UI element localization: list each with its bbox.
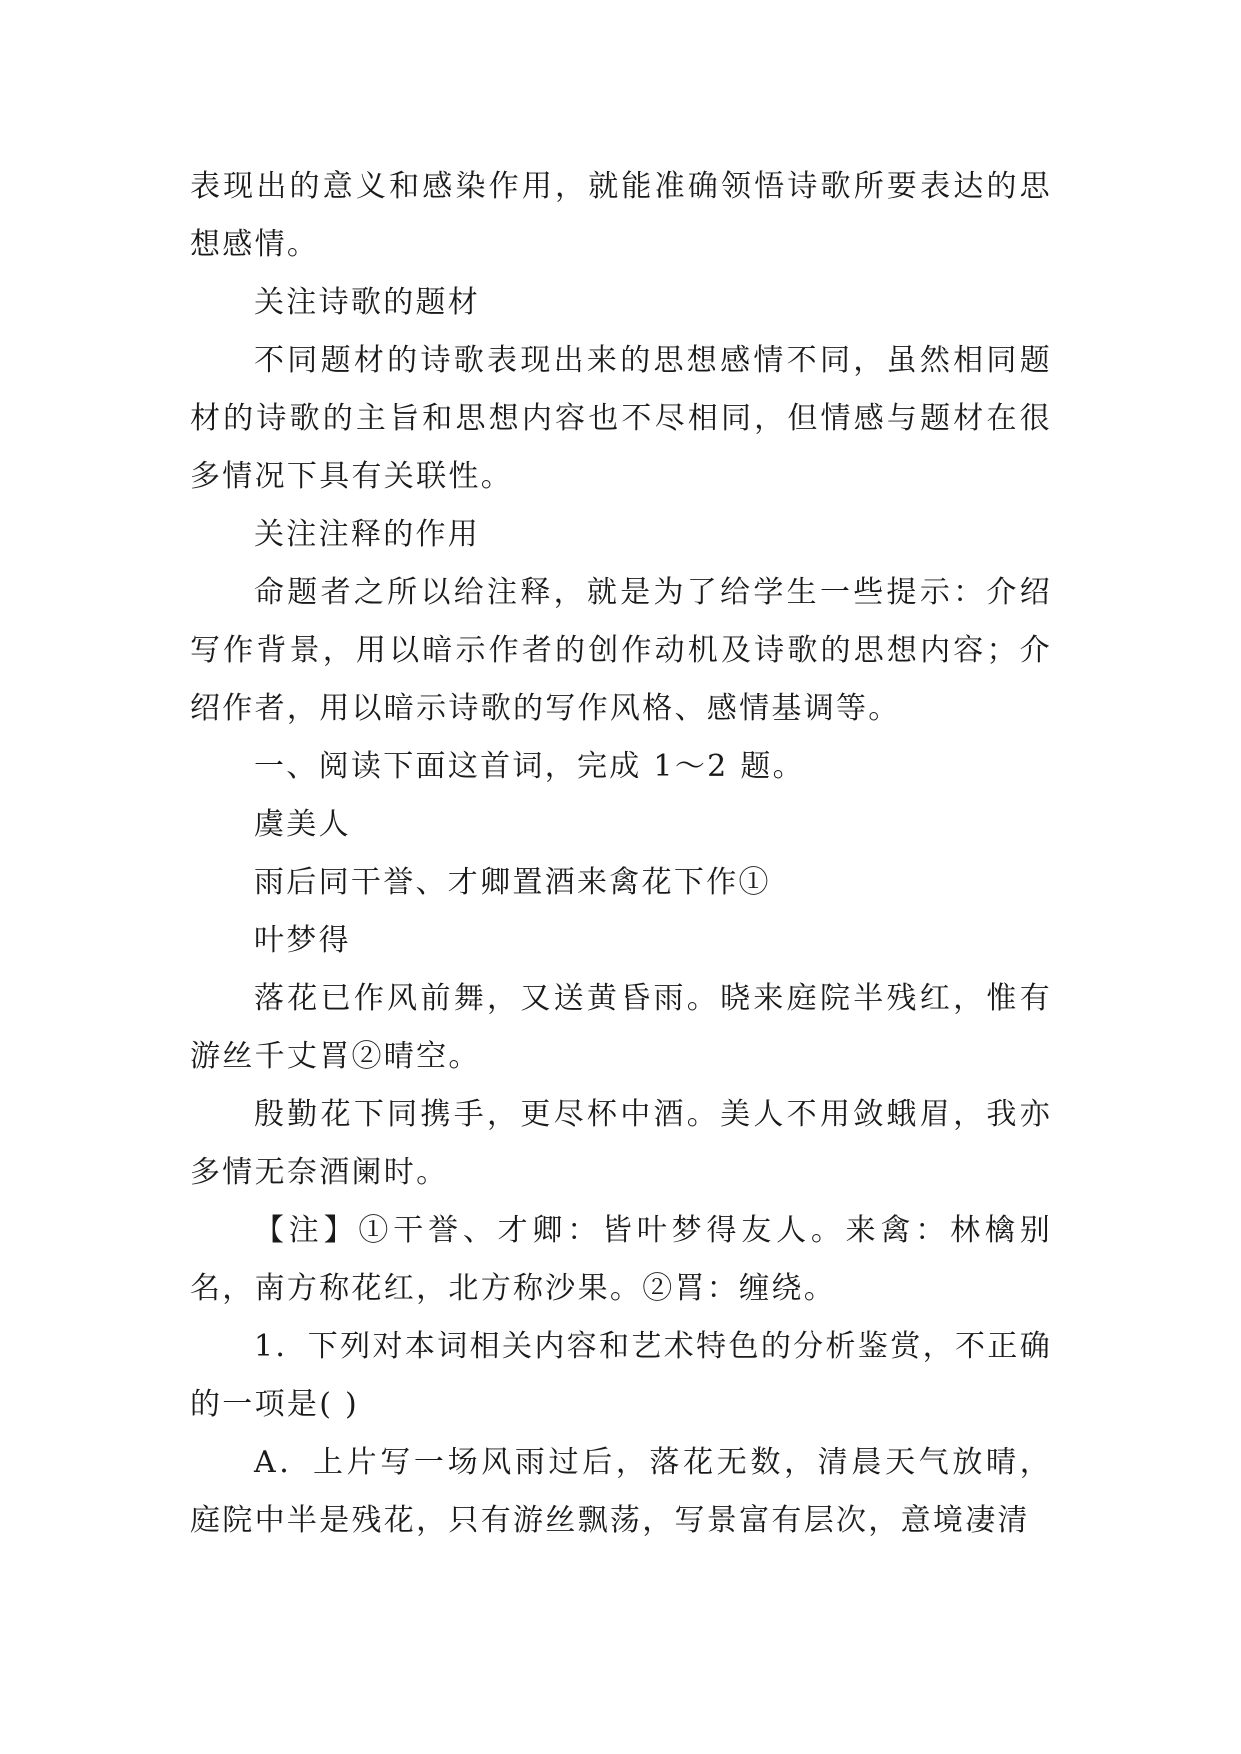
answer-option: A．上片写一场风雨过后，落花无数，清晨天气放晴，庭院中半是残花，只有游丝飘荡，写景富有层次，意境凄清 [190,1445,1052,1538]
section-heading: 关注注释的作用 [254,517,481,552]
paragraph: 命题者之所以给注释，就是为了给学生一些提示：介绍写作背景，用以暗示作者的创作动机及诗歌的思想内容；介绍作者，用以暗示诗歌的写作风格、感情基调等。 [190,575,1052,726]
section-heading: 关注诗歌的题材 [254,285,481,320]
paragraph: 表现出的意义和感染作用，就能准确领悟诗歌所要表达的思想感情。 [190,169,1052,262]
poem-stanza: 殷勤花下同携手，更尽杯中酒。美人不用敛蛾眉，我亦多情无奈酒阑时。 [190,1097,1052,1190]
poem-title: 虞美人 [254,807,351,842]
document-body [190,158,1052,1550]
poem-author: 叶梦得 [254,923,351,958]
paragraph: 不同题材的诗歌表现出来的思想感情不同，虽然相同题材的诗歌的主旨和思想内容也不尽相同，但情感与题材在很多情况下具有关联性。 [190,343,1052,494]
poem-notes: 【注】①干誉、才卿：皆叶梦得友人。来禽：林檎别名，南方称花红，北方称沙果。②罥：缠绕。 [190,1213,1052,1306]
question: 1．下列对本词相关内容和艺术特色的分析鉴赏，不正确的一项是( ) [190,1329,1052,1422]
poem-stanza: 落花已作风前舞，又送黄昏雨。晓来庭院半残红，惟有游丝千丈罥②晴空。 [190,981,1052,1074]
exercise-instruction: 一、阅读下面这首词，完成 1～2 题。 [254,749,805,784]
poem-subtitle: 雨后同干誉、才卿置酒来禽花下作① [254,865,771,900]
